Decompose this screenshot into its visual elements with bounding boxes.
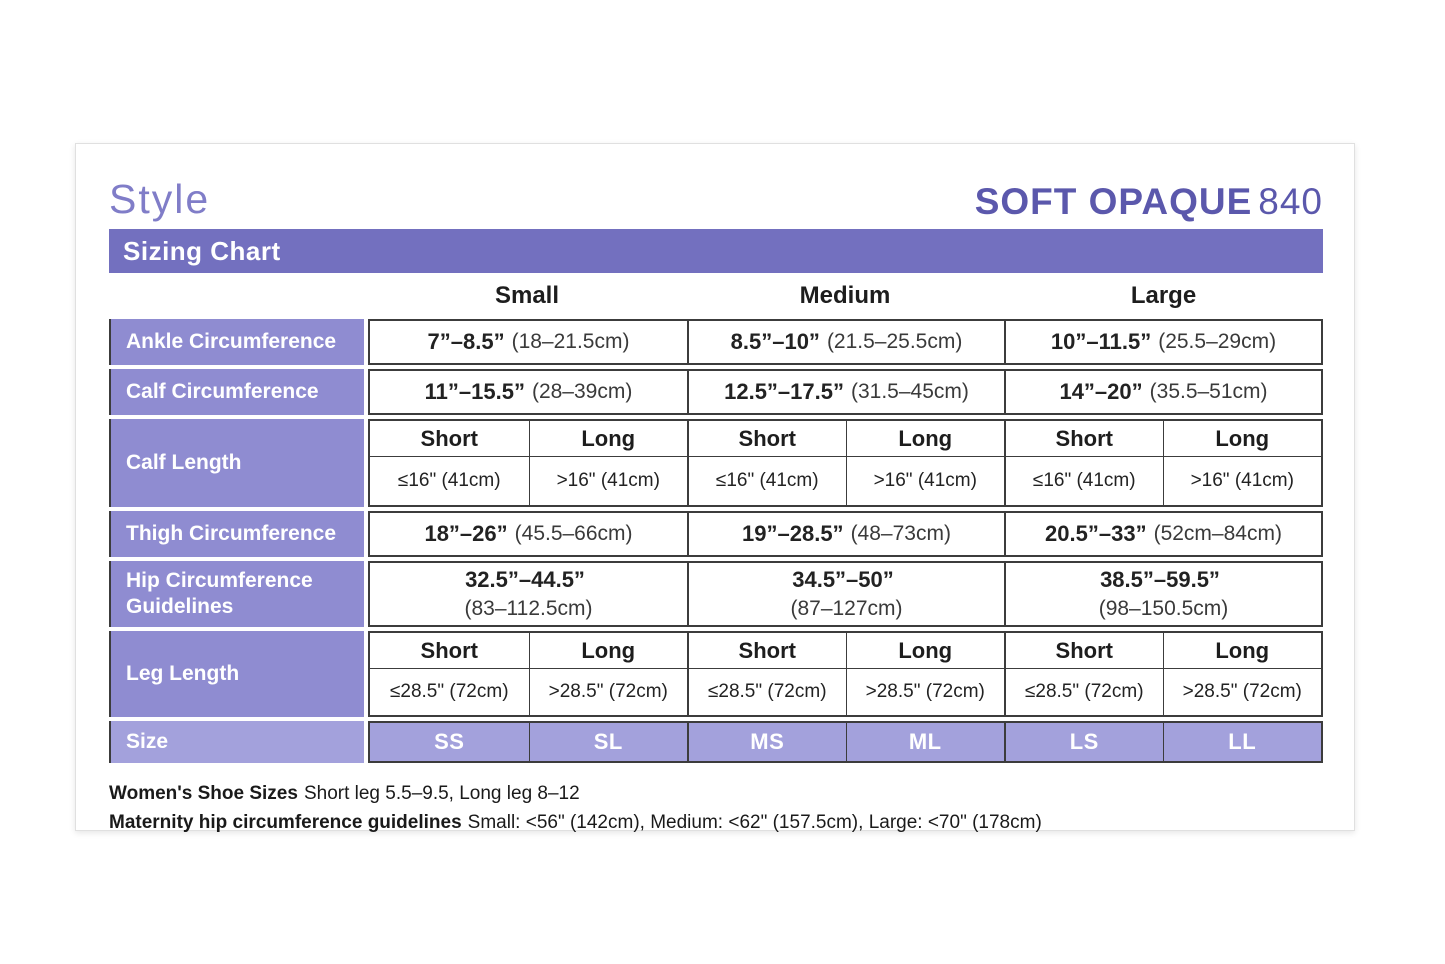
calf-length-medium-short-header: Short xyxy=(687,421,846,457)
row-label-size: Size xyxy=(109,721,364,763)
size-group-header-row xyxy=(109,273,1323,319)
ankle-medium-cell: 8.5”–10” (21.5–25.5cm) xyxy=(687,321,1004,363)
thigh-medium-cell: 19”–28.5” (48–73cm) xyxy=(687,513,1004,555)
calf-length-small-short-header: Short xyxy=(370,421,529,457)
footnotes xyxy=(109,779,1322,838)
calf-length-small-long-value: >16" (41cm) xyxy=(529,457,688,505)
card-header xyxy=(109,166,1323,220)
row-label-hip: Hip Circumference Guidelines xyxy=(109,561,364,627)
calf-length-large-short-header: Short xyxy=(1004,421,1163,457)
leg-length-small-long-header: Long xyxy=(529,633,688,669)
size-ms-cell: MS xyxy=(687,723,846,761)
row-label-ankle: Ankle Circumference xyxy=(109,319,364,365)
calf-length-small-short-value: ≤16" (41cm) xyxy=(397,470,501,491)
product-name: SOFT OPAQUE xyxy=(974,181,1253,222)
row-label-calf-length: Calf Length xyxy=(109,419,364,507)
calf-circ-small-cell: 11”–15.5” (28–39cm) xyxy=(424,379,633,404)
calf-length-medium-short-value: ≤16" (41cm) xyxy=(687,457,846,505)
calf-length-large-long-header: Long xyxy=(1163,421,1322,457)
calf-length-medium-long-header: Long xyxy=(846,421,1005,457)
row-calf-length xyxy=(109,419,1323,507)
leg-length-large-long-value: >28.5" (72cm) xyxy=(1163,669,1322,715)
leg-length-medium-short-value: ≤28.5" (72cm) xyxy=(687,669,846,715)
calf-length-large-long-value: >16" (41cm) xyxy=(1163,457,1322,505)
row-label-calf-circumference: Calf Circumference xyxy=(109,369,364,415)
leg-length-large-short-value: ≤28.5" (72cm) xyxy=(1004,669,1163,715)
leg-length-small-short-value: ≤28.5" (72cm) xyxy=(389,681,509,702)
calf-length-medium-long-value: >16" (41cm) xyxy=(846,457,1005,505)
style-heading: Style xyxy=(109,176,211,222)
hip-large-cell: 38.5”–59.5” (98–150.5cm) xyxy=(1004,563,1321,625)
size-ml-cell: ML xyxy=(846,723,1005,761)
sizing-table xyxy=(109,319,1323,763)
size-sl-cell: SL xyxy=(529,723,688,761)
calf-circ-medium-cell: 12.5”–17.5” (31.5–45cm) xyxy=(687,371,1004,413)
leg-length-medium-short-header: Short xyxy=(687,633,846,669)
leg-length-large-short-header: Short xyxy=(1004,633,1163,669)
size-ll-cell: LL xyxy=(1163,723,1322,761)
row-thigh-circumference xyxy=(109,511,1323,557)
row-size xyxy=(109,721,1323,763)
maternity-note xyxy=(109,808,1322,837)
row-label-leg-length: Leg Length xyxy=(109,631,364,717)
row-calf-circumference xyxy=(109,369,1323,415)
shoe-sizes-note-label: Women's Shoe Sizes xyxy=(109,783,298,804)
shoe-sizes-note-text: Short leg 5.5–9.5, Long leg 8–12 xyxy=(303,783,580,804)
sizing-chart-banner: Sizing Chart xyxy=(109,229,1323,273)
calf-circ-large-cell: 14”–20” (35.5–51cm) xyxy=(1004,371,1321,413)
row-leg-length xyxy=(109,631,1323,717)
group-header-medium: Medium xyxy=(799,282,891,309)
row-label-thigh: Thigh Circumference xyxy=(109,511,364,557)
leg-length-small-long-value: >28.5" (72cm) xyxy=(529,669,688,715)
hip-medium-cell: 34.5”–50” (87–127cm) xyxy=(687,563,1004,625)
calf-length-small-long-header: Long xyxy=(529,421,688,457)
row-hip-circumference-guidelines xyxy=(109,561,1323,627)
leg-length-medium-long-value: >28.5" (72cm) xyxy=(846,669,1005,715)
thigh-large-cell: 20.5”–33” (52cm–84cm) xyxy=(1004,513,1321,555)
thigh-small-cell: 18”–26” (45.5–66cm) xyxy=(424,521,633,546)
group-header-small: Small xyxy=(494,282,560,309)
ankle-small-cell: 7”–8.5” (18–21.5cm) xyxy=(427,329,630,354)
maternity-note-text: Small: <56" (142cm), Medium: <62" (157.5cm), Large: <70" (178cm) xyxy=(467,812,1042,834)
group-header-large: Large xyxy=(1130,282,1197,309)
row-ankle-circumference xyxy=(109,319,1323,365)
sizing-chart-card xyxy=(75,143,1355,834)
shoe-sizes-note xyxy=(109,779,1322,808)
size-ss-cell: SS xyxy=(370,723,529,761)
hip-small-cell: 32.5”–44.5” (83–112.5cm) xyxy=(464,567,593,620)
product-title xyxy=(975,183,1323,220)
size-ls-cell: LS xyxy=(1004,723,1163,761)
calf-length-large-short-value: ≤16" (41cm) xyxy=(1004,457,1163,505)
leg-length-medium-long-header: Long xyxy=(846,633,1005,669)
leg-length-small-short-header: Short xyxy=(370,633,529,669)
ankle-large-cell: 10”–11.5” (25.5–29cm) xyxy=(1004,321,1321,363)
leg-length-large-long-header: Long xyxy=(1163,633,1322,669)
maternity-note-label: Maternity hip circumference guidelines xyxy=(109,812,462,834)
product-number: 840 xyxy=(1258,181,1323,222)
